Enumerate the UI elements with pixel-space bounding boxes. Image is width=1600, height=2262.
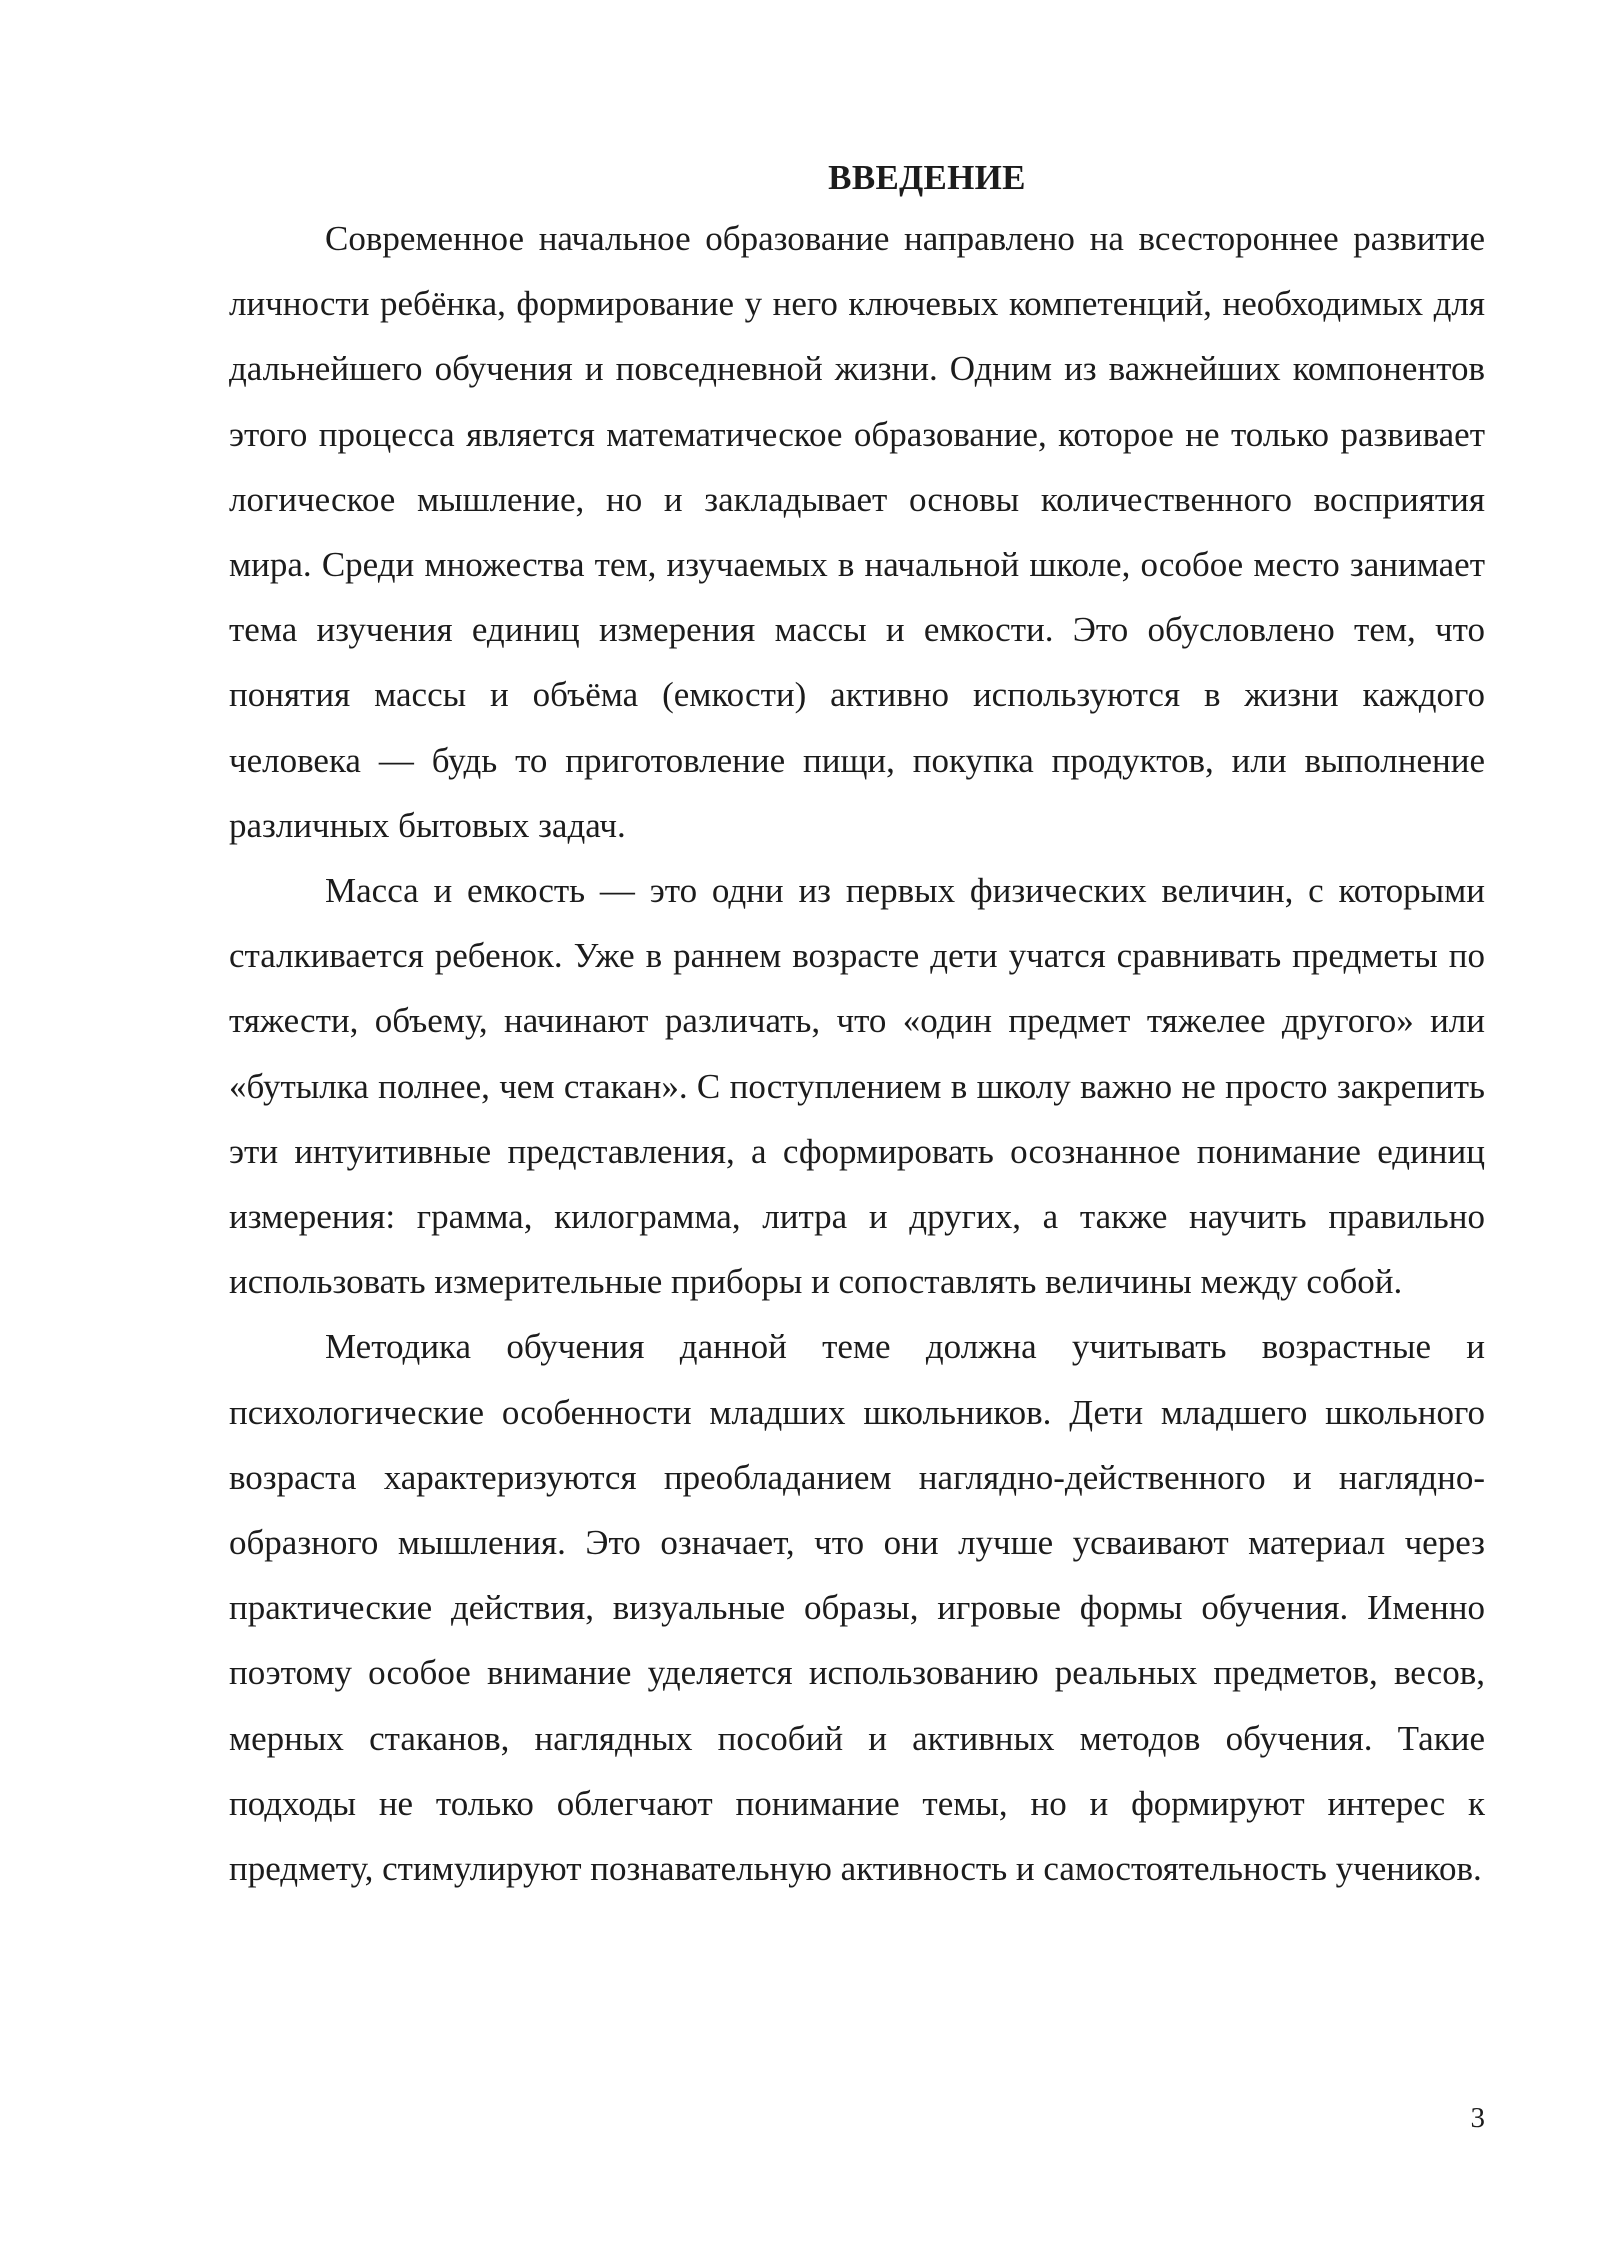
page-content bbox=[229, 150, 1485, 1901]
page-number: 3 bbox=[1470, 2102, 1485, 2134]
paragraph-1: Современное начальное образование направлено на всестороннее развитие личности ребёнка, формирование у него ключевых компетенций, необходимых для дальнейшего обучения и повседневной жизни. Одним из важнейших компонентов этого процесса является математическое образование, которое не только развивает логическое мышление, но и закладывает основы количественного восприятия мира. Среди множества тем, изучаемых в начальной школе, особое место занимает тема изучения единиц измерения массы и емкости. Это обусловлено тем, что понятия массы и объёма (емкости) активно используются в жизни каждого человека — будь то приготовление пищи, покупка продуктов, или выполнение различных бытовых задач. bbox=[229, 219, 1485, 845]
paragraph-2: Масса и емкость — это одни из первых физических величин, с которыми сталкивается ребенок. Уже в раннем возрасте дети учатся сравнивать предметы по тяжести, объему, начинают различать, что «один предмет тяжелее другого» или «бутылка полнее, чем стакан». С поступлением в школу важно не просто закрепить эти интуитивные представления, а сформировать осознанное понимание единиц измерения: грамма, килограмма, литра и других, а также научить правильно использовать измерительные приборы и сопоставлять величины между собой. bbox=[229, 871, 1485, 1302]
paragraph-3: Методика обучения данной теме должна учитывать возрастные и психологические особенности младших школьников. Дети младшего школьного возраста характеризуются преобладанием наглядно-действенного и наглядно-образного мышления. Это означает, что они лучше усваивают материал через практические действия, визуальные образы, игровые формы обучения. Именно поэтому особое внимание уделяется использованию реальных предметов, весов, мерных стаканов, наглядных пособий и активных методов обучения. Такие подходы не только облегчают понимание темы, но и формируют интерес к предмету, стимулируют познавательную активность и самостоятельность учеников. bbox=[229, 1327, 1485, 1889]
section-title: ВВЕДЕНИЕ bbox=[828, 158, 1026, 197]
